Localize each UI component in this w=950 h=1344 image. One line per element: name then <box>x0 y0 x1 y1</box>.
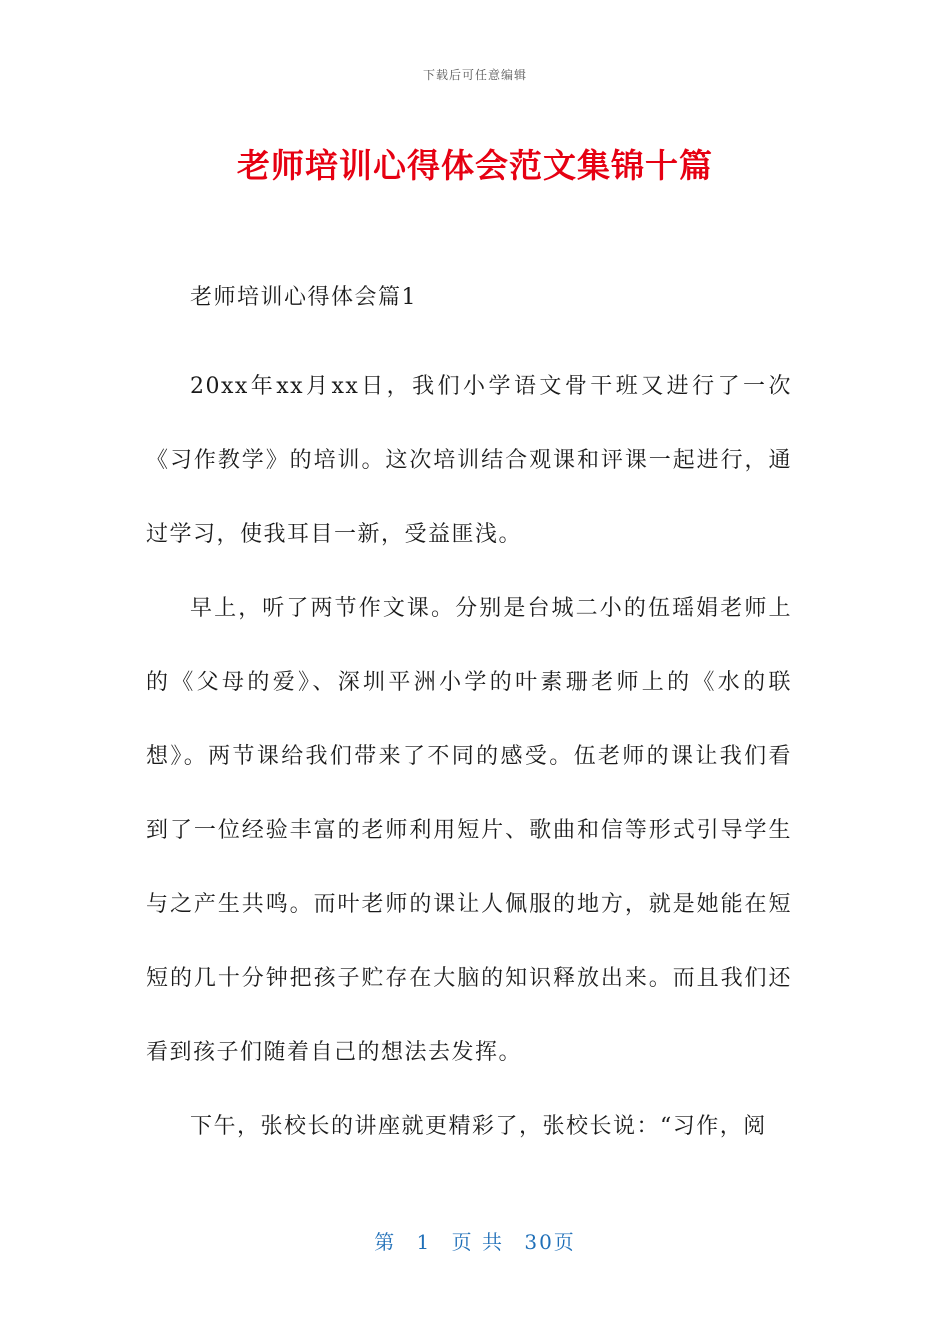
section-heading: 老师培训心得体会篇1 <box>190 285 417 310</box>
document-title: 老师培训心得体会范文集锦十篇 <box>237 146 713 185</box>
paragraph: 早上，听了两节作文课。分别是台城二小的伍瑶娟老师上的《父母的爱》、深圳平洲小学的叶素珊老师上的《水的联想》。两节课给我们带来了不同的感受。伍老师的课让我们看到了一位经验丰富的老师利用短片、歌曲和信等形式引导学生与之产生共鸣。而叶老师的课让人佩服的地方，就是她能在短短的几十分钟把孩子贮存在大脑的知识释放出来。而且我们还看到孩子们随着自己的想法去发挥。 <box>146 596 792 1065</box>
paragraph: 20xx年xx月xx日，我们小学语文骨干班又进行了一次《习作教学》的培训。这次培训结合观课和评课一起进行，通过学习，使我耳目一新，受益匪浅。 <box>146 374 792 547</box>
footer-current-page: 1 <box>416 1230 432 1254</box>
footer-mid: 页 共 <box>451 1230 504 1254</box>
header-note: 下载后可任意编辑 <box>422 68 527 82</box>
document-body <box>146 276 792 1164</box>
paragraph: 下午，张校长的讲座就更精彩了，张校长说：“习作，阅 <box>190 1114 767 1139</box>
footer-total-pages: 30页 <box>524 1230 576 1254</box>
footer-prefix: 第 <box>374 1230 397 1254</box>
page-footer <box>0 1226 950 1255</box>
